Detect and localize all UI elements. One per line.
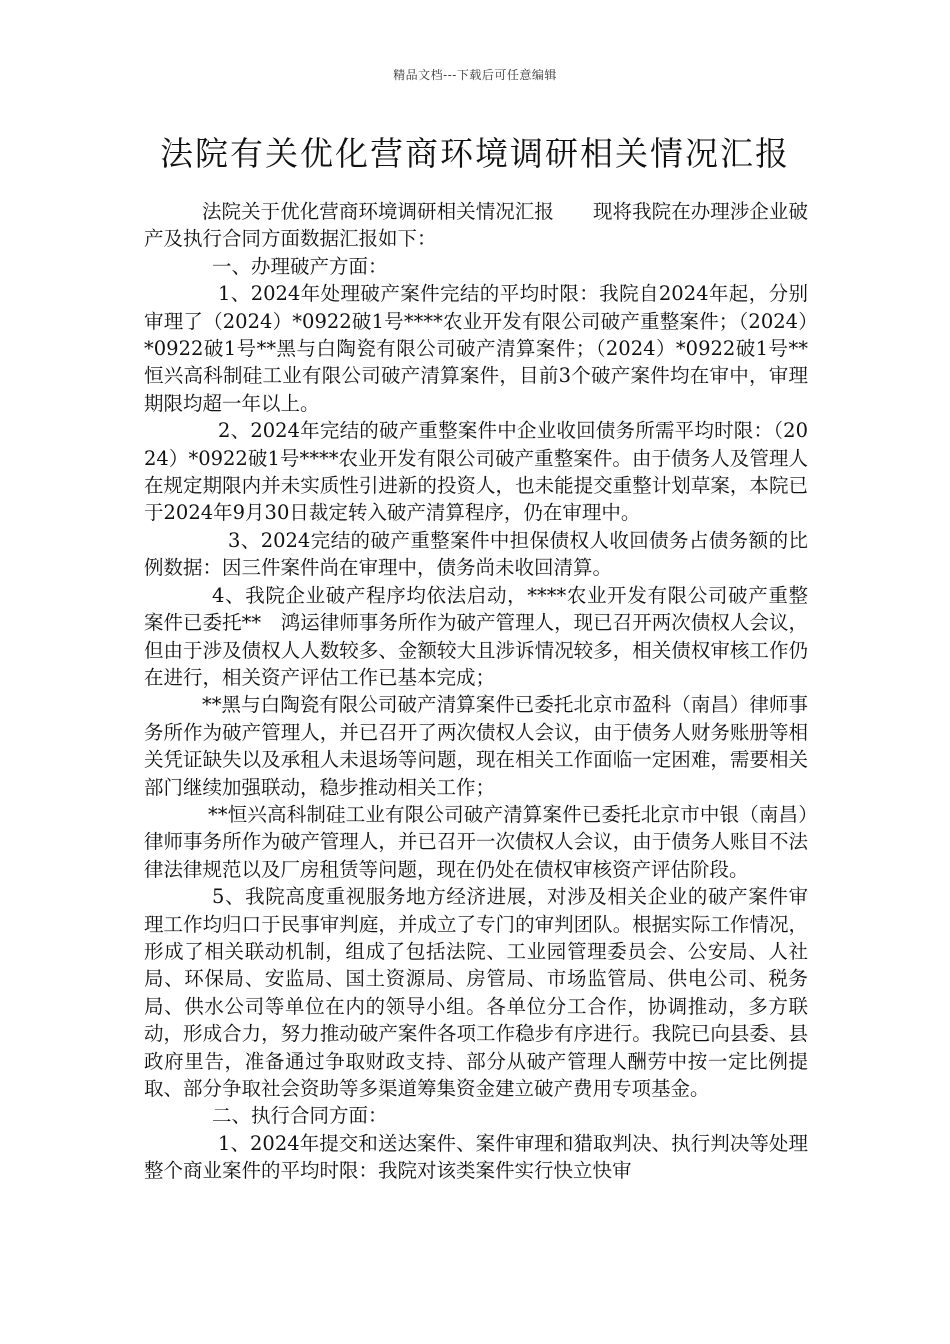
bankruptcy-item-4-sub-2: **恒兴高科制硅工业有限公司破产清算案件已委托北京市中银（南昌）律师事务所作为破产管理人，并已召开一次债权人会议，由于债务人账目不法律法律规范以及厂房租赁等问题，现在仍处在债权审核资产评估阶段。 <box>144 802 808 881</box>
bankruptcy-item-5: 5、我院高度重视服务地方经济进展，对涉及相关企业的破产案件审理工作均归口于民事审判庭，并成立了专门的审判团队。根据实际工作情况，形成了相关联动机制，组成了包括法院、工业园管理委员会、公安局、人社局、环保局、安监局、国土资源局、房管局、市场监管局、供电公司、税务局、供水公司等单位在内的领导小组。各单位分工合作，协调推动，多方联动，形成合力，努力推动破产案件各项工作稳步有序进行。我院已向县委、县政府里告，准备通过争取财政支持、部分从破产管理人酬劳中按一定比例提取、部分争取社会资助等多渠道筹集资金建立破产费用专项基金。 <box>144 885 808 1100</box>
bankruptcy-item-1: 1、2024年处理破产案件完结的平均时限：我院自2024年起，分别审理了（2024）*0922破1号****农业开发有限公司破产重整案件；（2024）*0922破1号**黑与白陶瓷有限公司破产清算案件；（2024）*0922破1号**恒兴高科制硅工业有限公司破产清算案件，目前3个破产案件均在审中，审理期限均超一年以上。 <box>144 282 808 415</box>
intro-paragraph: 法院关于优化营商环境调研相关情况汇报 现将我院在办理涉企业破产及执行合同方面数据汇报如下： <box>144 200 808 251</box>
bankruptcy-item-4: 4、我院企业破产程序均依法启动，****农业开发有限公司破产重整案件已委托** 鸿运律师事务所作为破产管理人，现已召开两次债权人会议，但由于涉及债权人人数较多、金额较大且涉诉情况较多，相关债权审核工作仍在进行，相关资产评估工作已基本完成； <box>144 583 808 689</box>
section-heading-bankruptcy: 一、办理破产方面： <box>212 254 388 278</box>
contracts-item-1: 1、2024年提交和送达案件、案件审理和猎取判决、执行判决等处理整个商业案件的平均时限：我院对该类案件实行快立快审 <box>144 1131 808 1183</box>
bankruptcy-item-4-sub-1: **黑与白陶瓷有限公司破产清算案件已委托北京市盈科（南昌）律师事务所作为破产管理人，并已召开了两次债权人会议，由于债务人财务账册等相关凭证缺失以及承租人未退场等问题，现在相关工作面临一定困难，需要相关部门继续加强联动，稳步推动相关工作； <box>144 693 808 799</box>
document-body <box>144 198 808 1185</box>
bankruptcy-item-3: 3、2024完结的破产重整案件中担保债权人收回债务占债务额的比例数据：因三件案件尚在审理中，债务尚未收回清算。 <box>144 528 808 580</box>
header-note: 精品文档---下载后可任意编辑 <box>393 68 557 82</box>
section-heading-contracts: 二、执行合同方面： <box>212 1104 388 1128</box>
bankruptcy-item-2: 2、2024年完结的破产重整案件中企业收回债务所需平均时限：（2024）*0922破1号****农业开发有限公司破产重整案件。由于债务人及管理人在规定期限内并未实质性引进新的投资人，也未能提交重整计划草案，本院已于2024年9月30日裁定转入破产清算程序，仍在审理中。 <box>144 419 808 525</box>
document-title: 法院有关优化营商环境调研相关情况汇报 <box>160 134 790 173</box>
